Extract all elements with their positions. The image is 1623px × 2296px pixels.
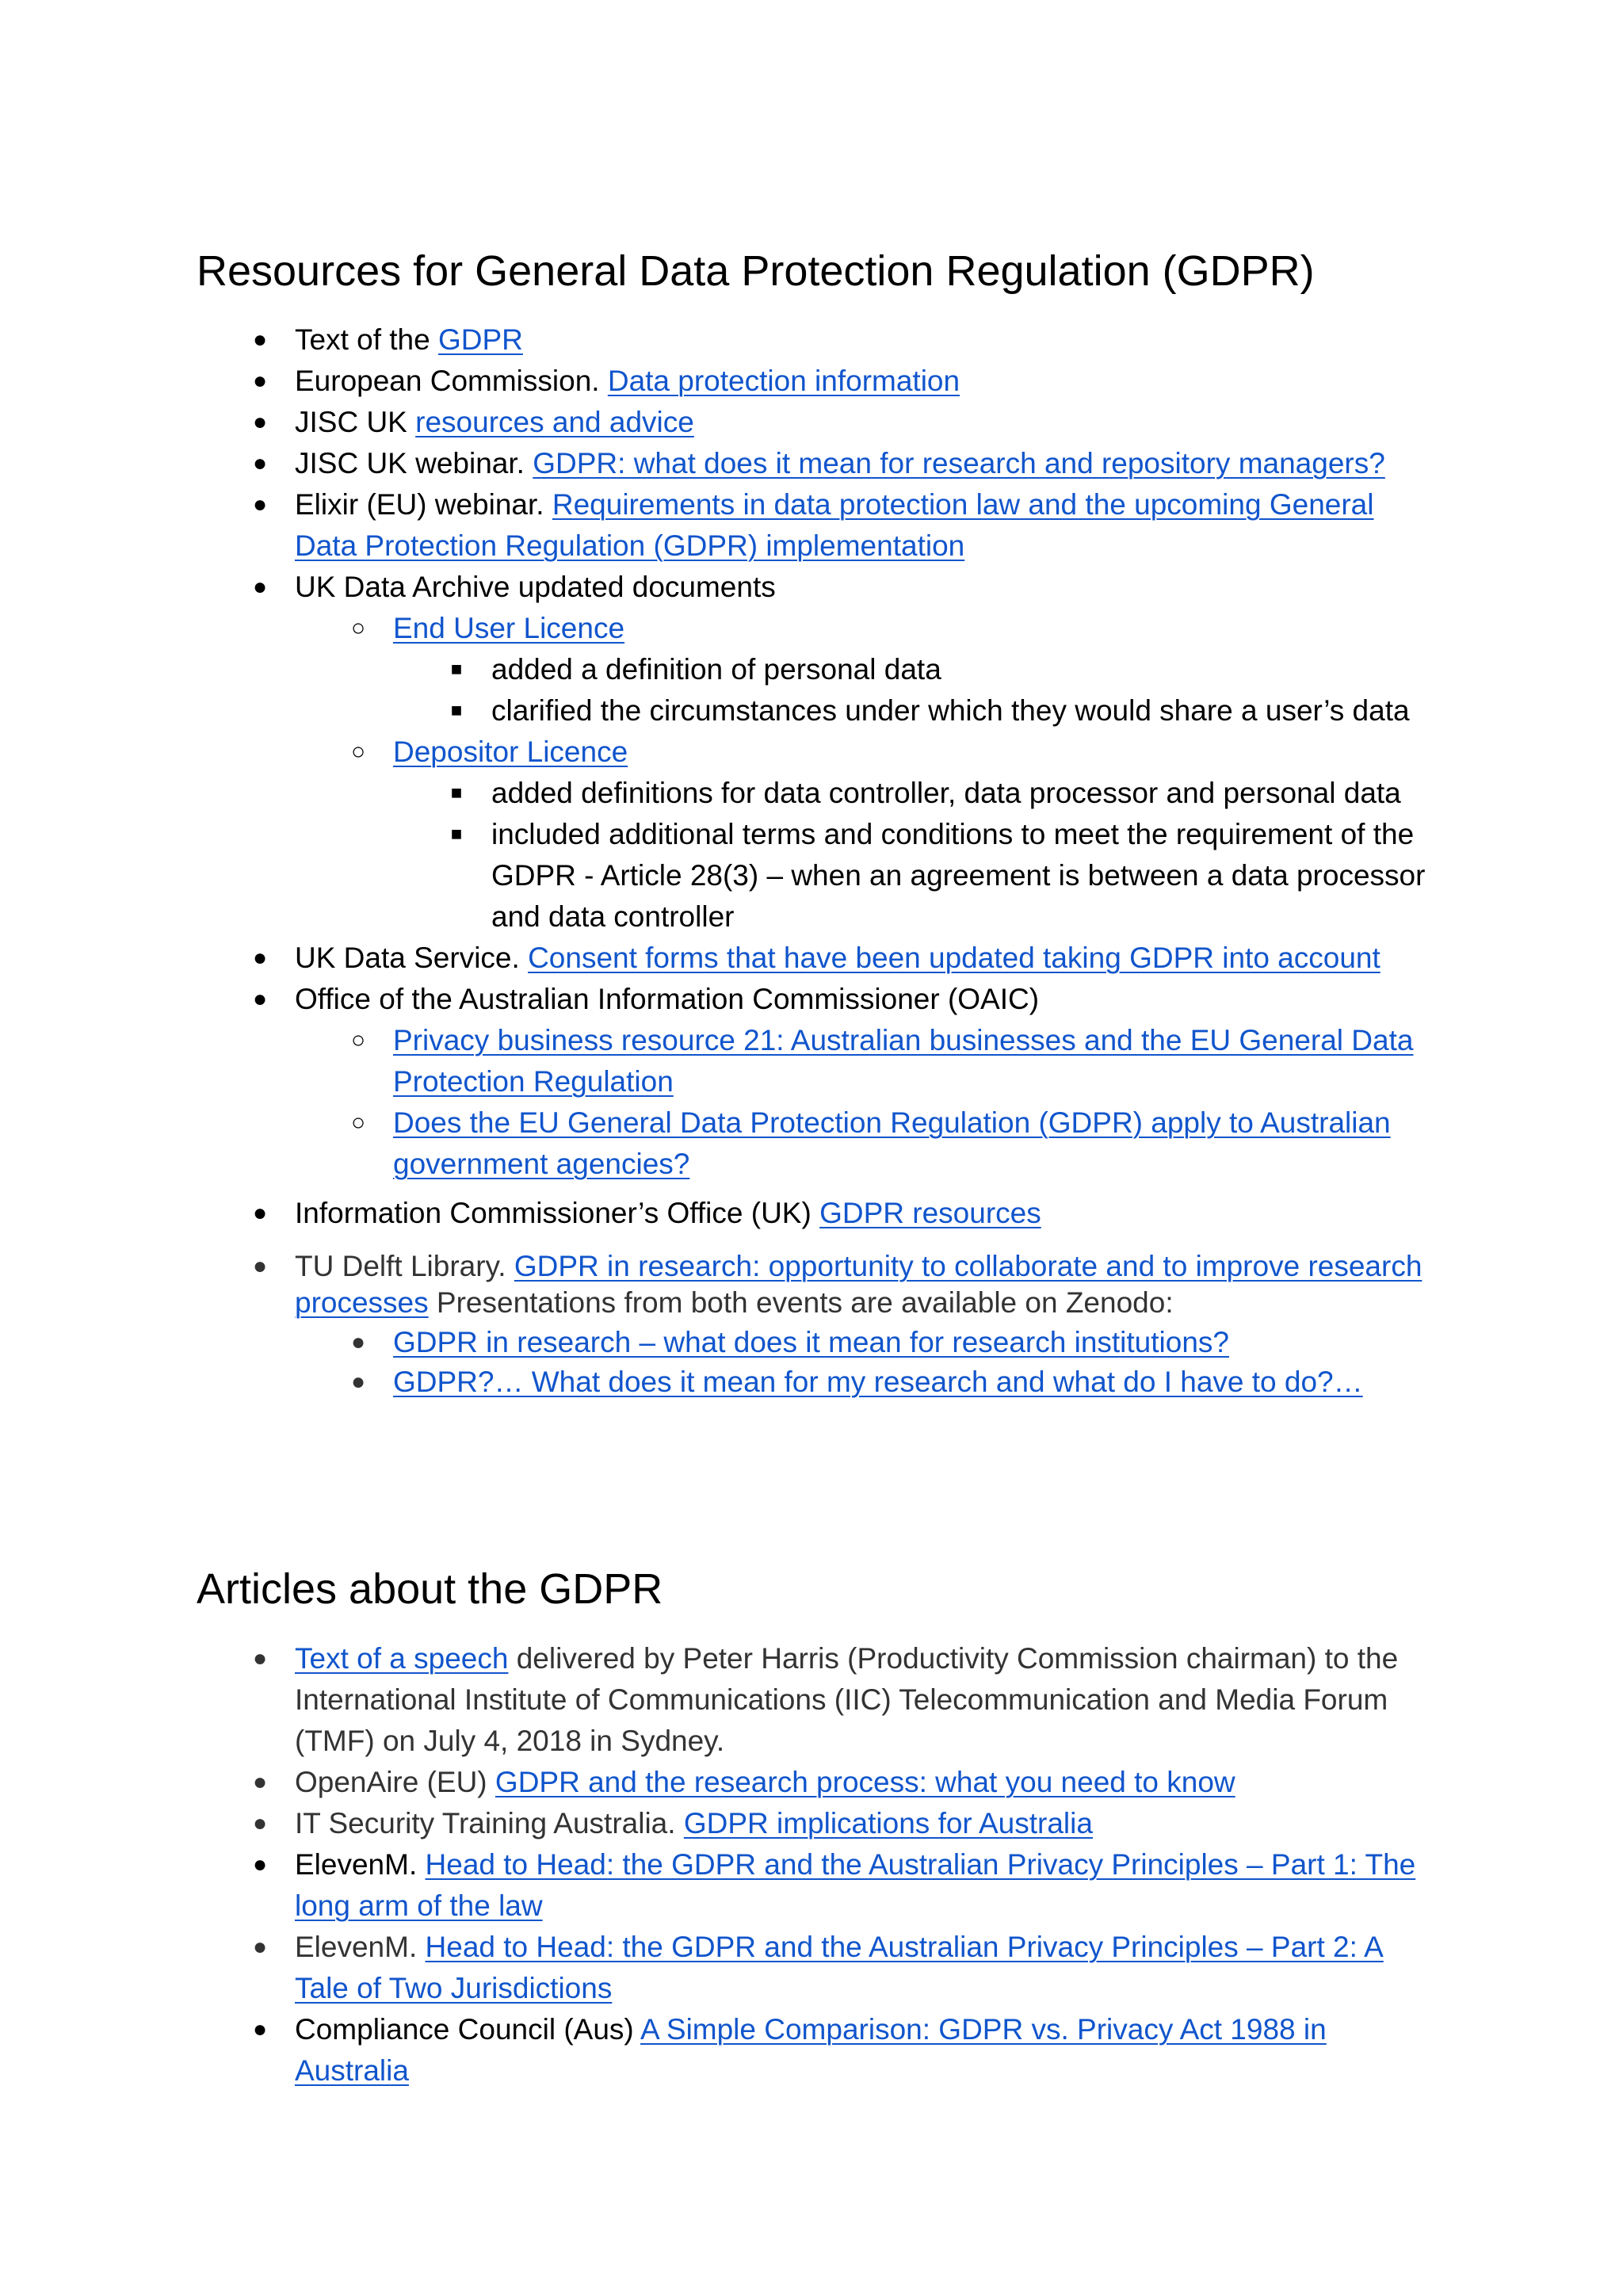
link-head-to-head-part-2[interactable]: Head to Head: the GDPR and the Australian Privacy Principles – Part 2: A Tale of Two Jurisdictions — [295, 1931, 1384, 2004]
bullet-disc-icon: ● — [252, 1253, 268, 1279]
bullet-disc-icon: ● — [252, 450, 268, 476]
list-item — [197, 1248, 1433, 1321]
link-gdpr-vs-privacy-act[interactable]: A Simple Comparison: GDPR vs. Privacy Act 1988 in Australia — [295, 2013, 1327, 2087]
bullet-disc-icon: ● — [252, 1200, 268, 1226]
item-text: UK Data Archive updated documents — [295, 571, 776, 603]
bullet-circle-icon: ○ — [350, 739, 366, 765]
bullet-disc-icon: ● — [252, 574, 268, 600]
bullet-disc-icon: ● — [252, 491, 268, 518]
item-text: delivered by Peter Harris (Productivity Commission chairman) to the International Institute of Communications (IIC) Telecommunication and Media Forum (TMF) on July 4, 2018 in Sydney. — [295, 1642, 1399, 1757]
sub-list-item — [197, 1324, 1433, 1361]
list-item — [197, 1927, 1433, 2009]
list-item — [197, 567, 1433, 608]
item-text: Information Commissioner’s Office (UK) — [295, 1197, 820, 1229]
link-gdpr-implications-australia[interactable]: GDPR implications for Australia — [683, 1807, 1093, 1839]
item-text: clarified the circumstances under which they would share a user’s data — [491, 694, 1410, 727]
sub-sub-list-item — [197, 690, 1433, 732]
bullet-circle-icon: ○ — [350, 1027, 366, 1053]
link-ico-gdpr-resources[interactable]: GDPR resources — [819, 1197, 1041, 1229]
item-text: Text of the — [295, 323, 438, 356]
link-zenodo-presentation-1[interactable]: GDPR in research – what does it mean for research institutions? — [393, 1326, 1229, 1358]
link-gdpr-australian-agencies[interactable]: Does the EU General Data Protection Regulation (GDPR) apply to Australian government agencies? — [393, 1106, 1391, 1180]
bullet-disc-icon: ● — [252, 986, 268, 1012]
list-item — [197, 938, 1433, 979]
bullet-disc-icon: ● — [252, 945, 268, 971]
section-title-resources: Resources for General Data Protection Regulation (GDPR) — [197, 247, 1315, 295]
item-text: Elixir (EU) webinar. — [295, 488, 552, 521]
link-privacy-business-resource-21[interactable]: Privacy business resource 21: Australian businesses and the EU General Data Protection Regulation — [393, 1024, 1414, 1098]
item-text: OpenAire (EU) — [295, 1766, 495, 1798]
item-text: IT Security Training Australia. — [295, 1807, 684, 1839]
list-item — [197, 1193, 1433, 1234]
bullet-disc-icon: ● — [252, 327, 268, 353]
sub-list-item — [197, 608, 1433, 649]
link-end-user-licence[interactable]: End User Licence — [393, 612, 625, 644]
link-tu-delft-gdpr-research[interactable]: GDPR in research: opportunity to collaborate and to improve research processes — [295, 1250, 1423, 1319]
item-text: included additional terms and conditions to meet the requirement of the GDPR - Article 28(3) – when an agreement is between a data processor and data controller — [491, 818, 1426, 933]
link-depositor-licence[interactable]: Depositor Licence — [393, 735, 628, 768]
item-text: ElevenM. — [295, 1931, 426, 1963]
sub-list-item — [197, 1364, 1433, 1400]
bullet-disc-icon: ● — [252, 2016, 268, 2042]
bullet-square-icon: ■ — [450, 700, 463, 721]
articles-list — [197, 1638, 1433, 2092]
item-text: JISC UK — [295, 406, 416, 438]
link-consent-forms[interactable]: Consent forms that have been updated taking GDPR into account — [528, 942, 1381, 974]
list-item — [197, 443, 1433, 484]
sub-sub-list-item — [197, 814, 1433, 938]
item-text: UK Data Service. — [295, 942, 529, 974]
bullet-circle-icon: ○ — [350, 1110, 366, 1136]
sub-list-item — [197, 1020, 1433, 1102]
bullet-disc-icon: ● — [252, 1934, 268, 1960]
section-title-articles: Articles about the GDPR — [197, 1565, 663, 1613]
item-text: European Commission. — [295, 365, 608, 397]
bullet-disc-icon: ● — [252, 409, 268, 435]
item-text: Office of the Australian Information Commissioner (OAIC) — [295, 983, 1040, 1015]
item-text: Presentations from both events are available on Zenodo: — [428, 1286, 1174, 1319]
item-text: JISC UK webinar. — [295, 447, 533, 479]
bullet-disc-icon: ● — [252, 368, 268, 394]
bullet-disc-icon: ● — [252, 1645, 268, 1671]
sub-list-item — [197, 1102, 1433, 1185]
bullet-square-icon: ■ — [450, 823, 463, 845]
sub-sub-list-item — [197, 649, 1433, 690]
item-text: added a definition of personal data — [491, 653, 941, 686]
bullet-disc-icon: ● — [252, 1851, 268, 1878]
list-item — [197, 1762, 1433, 1803]
bullet-square-icon: ■ — [450, 782, 463, 804]
link-text-of-speech[interactable]: Text of a speech — [295, 1642, 509, 1675]
list-item — [197, 2009, 1433, 2092]
bullet-disc-icon: ● — [350, 1369, 366, 1395]
link-elixir-webinar[interactable]: Requirements in data protection law and the upcoming General Data Protection Regulation (GDPR) implementation — [295, 488, 1374, 562]
item-text: ElevenM. — [295, 1848, 426, 1881]
list-item — [197, 319, 1433, 361]
item-text: added definitions for data controller, data processor and personal data — [491, 777, 1401, 809]
list-item — [197, 1844, 1433, 1927]
link-jisc-resources[interactable]: resources and advice — [415, 406, 694, 438]
item-text: Compliance Council (Aus) — [295, 2013, 640, 2046]
bullet-disc-icon: ● — [350, 1329, 366, 1355]
sub-sub-list-item — [197, 773, 1433, 814]
list-item — [197, 1638, 1433, 1762]
sub-list-item — [197, 732, 1433, 773]
link-zenodo-presentation-2[interactable]: GDPR?… What does it mean for my research and what do I have to do?… — [393, 1366, 1363, 1398]
item-text: TU Delft Library. — [295, 1250, 514, 1282]
list-item — [197, 979, 1433, 1020]
resources-list — [197, 319, 1433, 1400]
list-item — [197, 361, 1433, 402]
bullet-disc-icon: ● — [252, 1810, 268, 1836]
link-openaire-gdpr[interactable]: GDPR and the research process: what you need to know — [495, 1766, 1235, 1798]
link-gdpr-text[interactable]: GDPR — [438, 323, 523, 356]
list-item — [197, 1803, 1433, 1844]
list-item — [197, 402, 1433, 443]
link-jisc-webinar[interactable]: GDPR: what does it mean for research and repository managers? — [533, 447, 1385, 479]
bullet-square-icon: ■ — [450, 659, 463, 680]
bullet-circle-icon: ○ — [350, 615, 366, 641]
link-data-protection-information[interactable]: Data protection information — [607, 365, 960, 397]
link-head-to-head-part-1[interactable]: Head to Head: the GDPR and the Australian Privacy Principles – Part 1: The long arm of the law — [295, 1848, 1416, 1922]
list-item — [197, 484, 1433, 567]
bullet-disc-icon: ● — [252, 1769, 268, 1795]
